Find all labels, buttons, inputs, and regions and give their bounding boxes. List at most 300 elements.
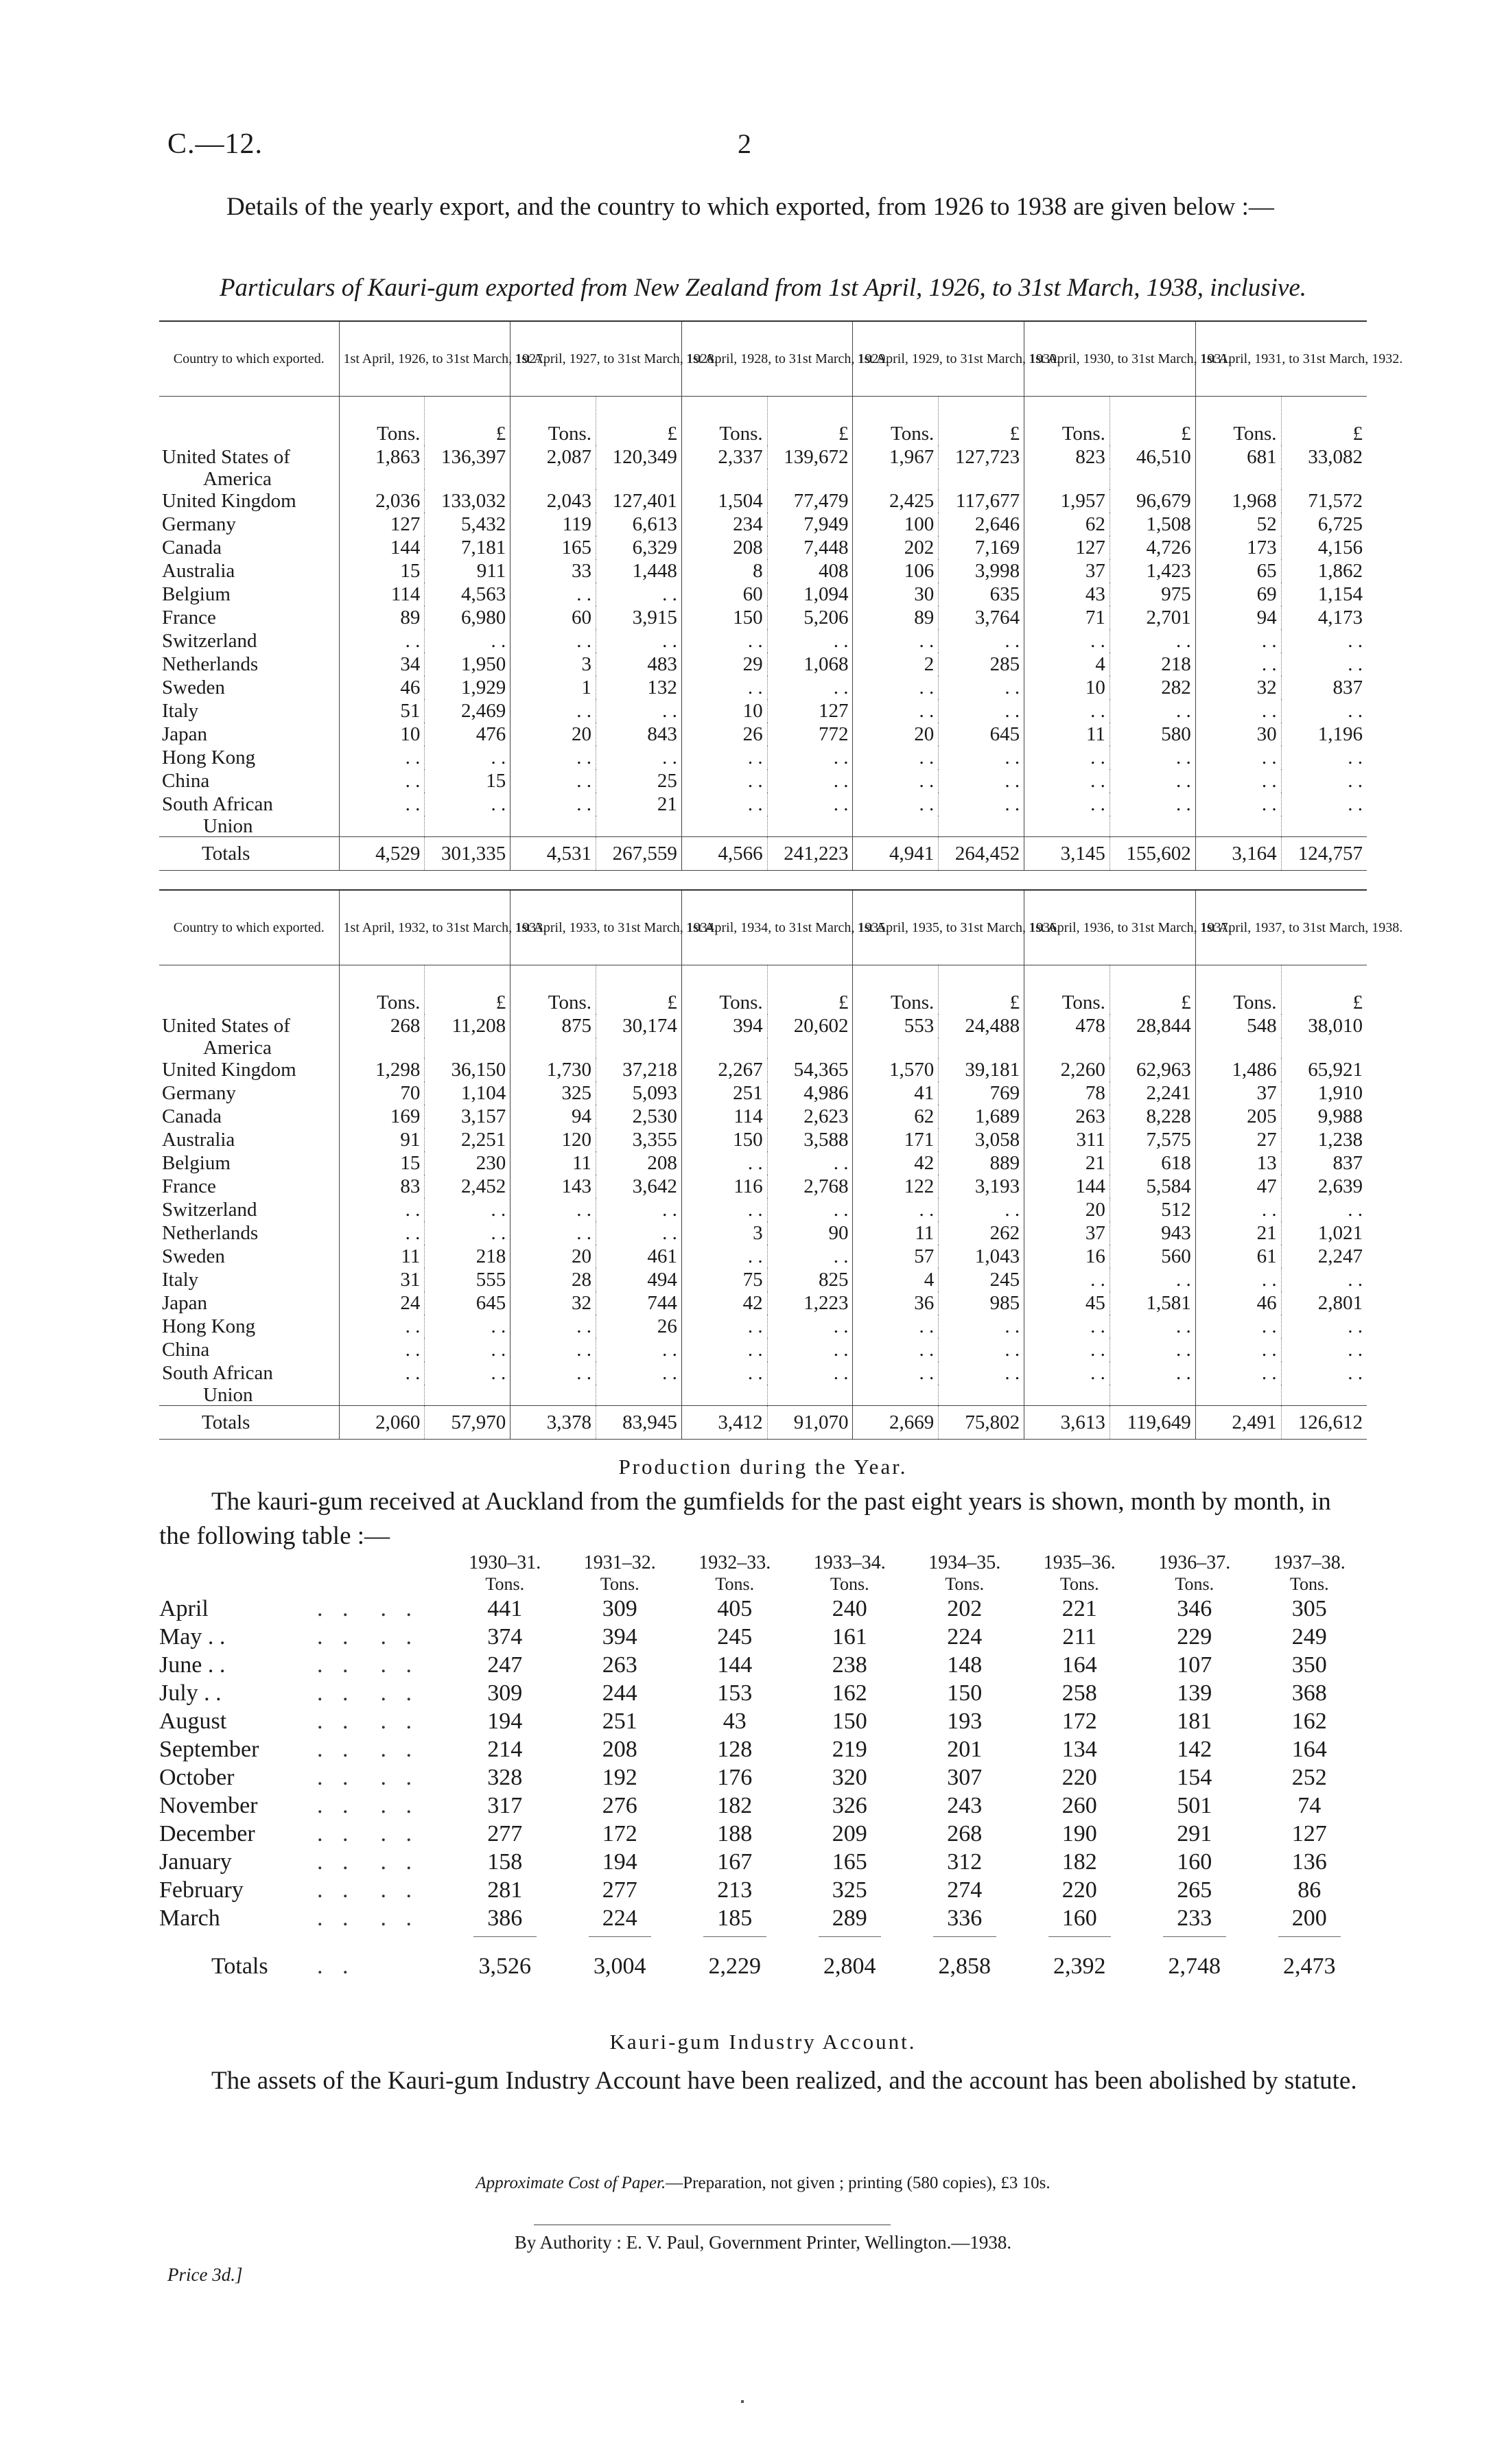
table-cell: 41 xyxy=(853,1081,939,1105)
country-name: Japan xyxy=(162,723,208,745)
table-row xyxy=(159,1291,1367,1315)
table-cell: 38,010 xyxy=(1281,1014,1367,1037)
table-cell: 89 xyxy=(339,606,425,629)
month-row xyxy=(159,1735,1367,1763)
table-cell: . . xyxy=(681,769,767,793)
empty-cell xyxy=(1110,469,1195,489)
table-cell: 144 xyxy=(339,536,425,559)
empty-cell xyxy=(425,1037,510,1058)
month-value: 289 xyxy=(832,1905,867,1931)
table-title: Particulars of Kauri-gum exported from New Zealand from 1st April, 1926, to 31st March, 1938, inclusive. xyxy=(219,274,1307,302)
unit-spacer xyxy=(159,965,339,1015)
table-cell: 2,251 xyxy=(425,1128,510,1151)
table-cell: 772 xyxy=(767,723,853,746)
total-cell: 3,412 xyxy=(681,1406,767,1440)
total-value: 2,473 xyxy=(1283,1953,1336,1979)
table-cell: 65 xyxy=(1195,559,1281,583)
table-cell: 91 xyxy=(339,1128,425,1151)
table-cell: . . xyxy=(1024,1361,1110,1385)
unit-tons: Tons. xyxy=(1195,397,1281,446)
table-cell: . . xyxy=(853,1338,939,1361)
total-cell: 2,060 xyxy=(339,1406,425,1440)
total-value: 2,858 xyxy=(938,1953,991,1979)
table-cell: 11 xyxy=(853,1221,939,1245)
table-cell: . . xyxy=(767,793,853,816)
table-cell: 2,425 xyxy=(853,489,939,513)
month-value: 150 xyxy=(947,1680,983,1706)
month-value: 211 xyxy=(1062,1624,1097,1650)
table-cell: 5,432 xyxy=(425,513,510,536)
country-name: United Kingdom xyxy=(162,1059,296,1081)
month-name: November xyxy=(159,1793,258,1818)
total-value: 2,804 xyxy=(823,1953,876,1979)
table-cell: 394 xyxy=(681,1014,767,1037)
country-name: United States of xyxy=(162,446,290,468)
unit-pounds: £ xyxy=(767,397,853,446)
table-cell: 20 xyxy=(853,723,939,746)
table-cell: 20 xyxy=(510,723,596,746)
period-header: 1st April, 1935, to 31st March, 1936. xyxy=(853,890,1024,965)
table-cell: 57 xyxy=(853,1245,939,1268)
table-cell: 20 xyxy=(1024,1198,1110,1221)
month-value: 190 xyxy=(1061,1821,1097,1846)
table-cell: 127 xyxy=(1024,536,1110,559)
table-cell: . . xyxy=(1110,769,1195,793)
table-cell: 24 xyxy=(339,1291,425,1315)
table-cell: 83 xyxy=(339,1175,425,1198)
table-cell: 29 xyxy=(681,653,767,676)
month-row xyxy=(159,1679,1367,1707)
month-value: 142 xyxy=(1177,1737,1212,1762)
empty-cell xyxy=(853,816,939,837)
unit-tons: Tons. xyxy=(945,1574,985,1594)
unit-tons: Tons. xyxy=(1195,965,1281,1015)
table-cell: 69 xyxy=(1195,583,1281,606)
table-cell: 127 xyxy=(767,699,853,723)
table-cell: . . xyxy=(510,629,596,653)
table-cell: . . xyxy=(1281,793,1367,816)
table-row xyxy=(159,793,1367,816)
totals-row xyxy=(159,837,1367,871)
total-cell: 4,529 xyxy=(339,837,425,871)
export-table-1926-1932 xyxy=(159,320,1403,871)
table-cell: . . xyxy=(767,629,853,653)
table-cell: 33,082 xyxy=(1281,445,1367,469)
table-cell: 285 xyxy=(939,653,1024,676)
empty-cell xyxy=(939,816,1024,837)
unit-tons: Tons. xyxy=(339,965,425,1015)
table-cell: 42 xyxy=(681,1291,767,1315)
table-cell: 1,950 xyxy=(425,653,510,676)
table-cell: 1,967 xyxy=(853,445,939,469)
table-cell: 136,397 xyxy=(425,445,510,469)
table-row xyxy=(159,1128,1367,1151)
table-cell: 311 xyxy=(1024,1128,1110,1151)
table-cell: 282 xyxy=(1110,676,1195,699)
table-cell: 45 xyxy=(1024,1291,1110,1315)
month-value: 328 xyxy=(487,1765,523,1790)
month-row xyxy=(159,1820,1367,1848)
intro-paragraph xyxy=(226,191,1359,224)
month-value: 165 xyxy=(832,1849,867,1875)
table-cell: 580 xyxy=(1110,723,1195,746)
month-row xyxy=(159,1763,1367,1792)
total-cell: 3,613 xyxy=(1024,1406,1110,1440)
month-value: 260 xyxy=(1061,1793,1097,1818)
table-cell: . . xyxy=(425,629,510,653)
month-value: 164 xyxy=(1061,1652,1097,1678)
table-cell: 127,723 xyxy=(939,445,1024,469)
month-value: 229 xyxy=(1177,1624,1212,1650)
month-value: 224 xyxy=(947,1624,983,1650)
table-cell: 208 xyxy=(596,1151,682,1175)
table-cell: 31 xyxy=(339,1268,425,1291)
table-cell: 119 xyxy=(510,513,596,536)
month-value: 160 xyxy=(1061,1905,1097,1931)
table-cell: 30 xyxy=(1195,723,1281,746)
unit-tons: Tons. xyxy=(1175,1574,1214,1594)
empty-cell xyxy=(1195,1037,1281,1058)
table-cell: 1,863 xyxy=(339,445,425,469)
month-value: 181 xyxy=(1177,1709,1212,1734)
table-cell: 26 xyxy=(681,723,767,746)
table-cell: . . xyxy=(767,769,853,793)
table-cell: . . xyxy=(939,793,1024,816)
table-cell: . . xyxy=(853,629,939,653)
table-cell: 25 xyxy=(596,769,682,793)
table-row xyxy=(159,1014,1367,1037)
month-value: 128 xyxy=(717,1737,753,1762)
table-row xyxy=(159,1245,1367,1268)
month-value: 252 xyxy=(1291,1765,1327,1790)
table-cell: 46,510 xyxy=(1110,445,1195,469)
table-cell: . . xyxy=(339,746,425,769)
table-cell: 46 xyxy=(1195,1291,1281,1315)
table-cell: . . xyxy=(1110,629,1195,653)
table-cell: 4 xyxy=(1024,653,1110,676)
table-cell: . . xyxy=(510,746,596,769)
table-cell: . . xyxy=(510,769,596,793)
table-cell: 65,921 xyxy=(1281,1058,1367,1081)
table-cell: . . xyxy=(939,676,1024,699)
empty-cell xyxy=(510,1385,596,1406)
table-cell: . . xyxy=(767,676,853,699)
month-row xyxy=(159,1651,1367,1679)
country-name: Italy xyxy=(162,700,199,722)
table-cell: 1,689 xyxy=(939,1105,1024,1128)
empty-cell xyxy=(425,469,510,489)
table-cell: 1,968 xyxy=(1195,489,1281,513)
table-cell: 13 xyxy=(1195,1151,1281,1175)
total-cell: 119,649 xyxy=(1110,1406,1195,1440)
country-name: Italy xyxy=(162,1269,199,1291)
table-cell: 1,423 xyxy=(1110,559,1195,583)
empty-cell xyxy=(339,816,425,837)
table-cell: 1,486 xyxy=(1195,1058,1281,1081)
table-cell: . . xyxy=(681,1151,767,1175)
month-name: September xyxy=(159,1737,259,1762)
month-name: March xyxy=(159,1905,220,1931)
month-name: December xyxy=(159,1821,255,1846)
total-cell: 83,945 xyxy=(596,1406,682,1440)
table-row xyxy=(159,699,1367,723)
month-value: 43 xyxy=(723,1709,747,1734)
leader-dots: . . . . xyxy=(317,1596,419,1621)
leader-dots: . . . . xyxy=(317,1624,419,1650)
table-cell: 3,588 xyxy=(767,1128,853,1151)
empty-cell xyxy=(1281,1385,1367,1406)
table-cell: 139,672 xyxy=(767,445,853,469)
table-cell: 28,844 xyxy=(1110,1014,1195,1037)
table-cell: 122 xyxy=(853,1175,939,1198)
month-value: 219 xyxy=(832,1737,867,1762)
table-row xyxy=(159,606,1367,629)
month-value: 74 xyxy=(1298,1793,1322,1818)
month-value: 244 xyxy=(602,1680,637,1706)
table-cell: 20 xyxy=(510,1245,596,1268)
table-cell: . . xyxy=(939,1338,1024,1361)
table-cell: . . xyxy=(681,1361,767,1385)
table-cell: . . xyxy=(339,793,425,816)
country-name: France xyxy=(162,607,216,629)
table-cell: 34 xyxy=(339,653,425,676)
period-header: 1st April, 1930, to 31st March, 1931. xyxy=(1024,321,1196,397)
table-row xyxy=(159,629,1367,653)
table-cell: . . xyxy=(939,1315,1024,1338)
table-cell: 478 xyxy=(1024,1014,1110,1037)
table-cell: 2,639 xyxy=(1281,1175,1367,1198)
table-cell: 268 xyxy=(339,1014,425,1037)
empty-cell xyxy=(339,1037,425,1058)
table-row xyxy=(159,676,1367,699)
table-cell: 52 xyxy=(1195,513,1281,536)
month-value: 144 xyxy=(717,1652,753,1678)
table-cell: 1,223 xyxy=(767,1291,853,1315)
empty-cell xyxy=(1110,1037,1195,1058)
table-cell: 36,150 xyxy=(425,1058,510,1081)
month-value: 209 xyxy=(832,1821,867,1846)
table-cell: 2,623 xyxy=(767,1105,853,1128)
month-row xyxy=(159,1876,1367,1904)
table-cell: 60 xyxy=(681,583,767,606)
table-cell: 555 xyxy=(425,1268,510,1291)
unit-tons: Tons. xyxy=(830,1574,869,1594)
total-cell: 3,378 xyxy=(510,1406,596,1440)
table-cell: . . xyxy=(596,699,682,723)
table-cell: 117,677 xyxy=(939,489,1024,513)
country-name: Germany xyxy=(162,513,236,535)
month-value: 208 xyxy=(602,1737,637,1762)
month-value: 127 xyxy=(1291,1821,1327,1846)
table-cell: 325 xyxy=(510,1081,596,1105)
country-name: Canada xyxy=(162,537,222,559)
country-name: Japan xyxy=(162,1292,208,1314)
total-cell: 3,145 xyxy=(1024,837,1110,871)
table-cell: . . xyxy=(1281,629,1367,653)
empty-cell xyxy=(681,1037,767,1058)
country-name: Australia xyxy=(162,560,235,582)
table-cell: . . xyxy=(1024,793,1110,816)
table-cell: 100 xyxy=(853,513,939,536)
table-cell: 2,646 xyxy=(939,513,1024,536)
leader-dots: . . . . xyxy=(317,1793,419,1818)
country-name: France xyxy=(162,1175,216,1197)
totals-label: Totals xyxy=(159,1406,339,1440)
production-totals-row xyxy=(159,1937,1367,1980)
empty-cell xyxy=(1024,816,1110,837)
leader-dots: . . . . xyxy=(317,1821,419,1846)
period-header: 1st April, 1934, to 31st March, 1935. xyxy=(681,890,853,965)
unit-tons: Tons. xyxy=(339,397,425,446)
year-header: 1932–33. xyxy=(698,1552,771,1573)
country-name-continued: America xyxy=(203,1037,272,1059)
table-cell: . . xyxy=(1024,1338,1110,1361)
production-intro-text: The kauri-gum received at Auckland from the gumfields for the past eight years is shown, month by month, in the following table :— xyxy=(159,1488,1331,1550)
month-value: 346 xyxy=(1177,1596,1212,1621)
table-cell: . . xyxy=(596,746,682,769)
table-cell: 62,963 xyxy=(1110,1058,1195,1081)
table-cell: 54,365 xyxy=(767,1058,853,1081)
table-cell: 144 xyxy=(1024,1175,1110,1198)
table-cell: 3,355 xyxy=(596,1128,682,1151)
unit-tons: Tons. xyxy=(853,965,939,1015)
total-value: 3,004 xyxy=(594,1953,646,1979)
empty-cell xyxy=(681,1385,767,1406)
table-cell: . . xyxy=(339,1338,425,1361)
table-cell: 645 xyxy=(425,1291,510,1315)
table-cell: 1,094 xyxy=(767,583,853,606)
table-cell: 77,479 xyxy=(767,489,853,513)
country-name: Sweden xyxy=(162,677,225,699)
table-cell: 15 xyxy=(339,559,425,583)
empty-cell xyxy=(339,1385,425,1406)
table-cell: . . xyxy=(853,769,939,793)
totals-row xyxy=(159,1406,1367,1440)
total-cell: 126,612 xyxy=(1281,1406,1367,1440)
table-cell: . . xyxy=(339,1315,425,1338)
month-value: 276 xyxy=(602,1793,637,1818)
table-cell: 15 xyxy=(339,1151,425,1175)
table-cell: . . xyxy=(1024,746,1110,769)
table-cell: 116 xyxy=(681,1175,767,1198)
table-cell: 27 xyxy=(1195,1128,1281,1151)
leader-dots: . . . . xyxy=(317,1709,419,1734)
month-value: 263 xyxy=(602,1652,637,1678)
table-cell: . . xyxy=(1281,746,1367,769)
table-cell: 975 xyxy=(1110,583,1195,606)
intro-text: Details of the yearly export, and the country to which exported, from 1926 to 1938 are given below :— xyxy=(226,193,1274,221)
empty-cell xyxy=(1110,1385,1195,1406)
table-cell: 1 xyxy=(510,676,596,699)
empty-cell xyxy=(510,816,596,837)
table-cell: 165 xyxy=(510,536,596,559)
table-cell: . . xyxy=(767,1245,853,1268)
month-value: 268 xyxy=(947,1821,983,1846)
year-header: 1936–37. xyxy=(1158,1552,1231,1573)
unit-pounds: £ xyxy=(1281,965,1367,1015)
table-row xyxy=(159,445,1367,469)
month-value: 238 xyxy=(832,1652,867,1678)
month-value: 220 xyxy=(1061,1877,1097,1903)
table-row xyxy=(159,559,1367,583)
table-cell: 262 xyxy=(939,1221,1024,1245)
empty-cell xyxy=(596,1385,682,1406)
table-cell: 7,181 xyxy=(425,536,510,559)
country-name: United Kingdom xyxy=(162,490,296,512)
table-cell: 37 xyxy=(1024,1221,1110,1245)
table-cell: . . xyxy=(1024,629,1110,653)
empty-cell xyxy=(596,1037,682,1058)
empty-cell xyxy=(853,1037,939,1058)
table-cell: 5,093 xyxy=(596,1081,682,1105)
total-cell: 4,941 xyxy=(853,837,939,871)
table-cell: . . xyxy=(939,1361,1024,1385)
account-heading: Kauri-gum Industry Account. xyxy=(609,2030,917,2054)
leader-dots: . . . . xyxy=(317,1905,419,1931)
table-cell: 4,986 xyxy=(767,1081,853,1105)
empty-cell xyxy=(1195,469,1281,489)
table-cell: 173 xyxy=(1195,536,1281,559)
table-cell: 1,043 xyxy=(939,1245,1024,1268)
month-value: 182 xyxy=(717,1793,753,1818)
table-cell: 60 xyxy=(510,606,596,629)
table-cell: . . xyxy=(1195,699,1281,723)
total-cell: 75,802 xyxy=(939,1406,1024,1440)
table-cell: 4,563 xyxy=(425,583,510,606)
country-name: Australia xyxy=(162,1129,235,1151)
month-value: 265 xyxy=(1177,1877,1212,1903)
unit-pounds: £ xyxy=(1110,397,1195,446)
empty-cell xyxy=(767,469,853,489)
table-cell: 6,329 xyxy=(596,536,682,559)
month-value: 158 xyxy=(487,1849,523,1875)
unit-pounds: £ xyxy=(596,397,682,446)
table-cell: 205 xyxy=(1195,1105,1281,1128)
table-cell: 245 xyxy=(939,1268,1024,1291)
table-cell: 120,349 xyxy=(596,445,682,469)
table-cell: 2,801 xyxy=(1281,1291,1367,1315)
table-cell: . . xyxy=(425,1338,510,1361)
month-value: 220 xyxy=(1061,1765,1097,1790)
table-cell: . . xyxy=(1110,699,1195,723)
table-cell: 985 xyxy=(939,1291,1024,1315)
country-column-header: Country to which exported. xyxy=(159,890,339,965)
cost-note xyxy=(159,2174,1367,2193)
leader-dots: . . . . xyxy=(317,1652,419,1678)
month-value: 245 xyxy=(717,1624,753,1650)
table-cell: 744 xyxy=(596,1291,682,1315)
totals-label: Totals xyxy=(211,1953,268,1979)
month-value: 405 xyxy=(717,1596,753,1621)
table-cell: 911 xyxy=(425,559,510,583)
unit-pounds: £ xyxy=(425,965,510,1015)
table-cell: 7,575 xyxy=(1110,1128,1195,1151)
month-value: 202 xyxy=(947,1596,983,1621)
year-header: 1935–36. xyxy=(1043,1552,1116,1573)
leader-dots: . . . . xyxy=(317,1765,419,1790)
table-cell: 32 xyxy=(510,1291,596,1315)
table-cell: 7,949 xyxy=(767,513,853,536)
table-cell: 1,910 xyxy=(1281,1081,1367,1105)
table-cell: . . xyxy=(1281,1338,1367,1361)
table-cell: . . xyxy=(510,1198,596,1221)
month-value: 247 xyxy=(487,1652,523,1678)
month-value: 386 xyxy=(487,1905,523,1931)
month-value: 192 xyxy=(602,1765,637,1790)
month-value: 200 xyxy=(1291,1905,1327,1931)
month-value: 194 xyxy=(487,1709,523,1734)
unit-tons: Tons. xyxy=(510,965,596,1015)
